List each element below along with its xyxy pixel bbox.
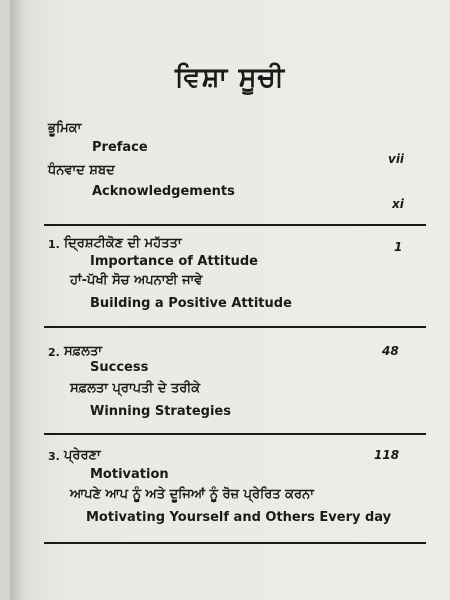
chapter-3-section-punjabi: ਆਪਣੇ ਆਪ ਨੂੰ ਅਤੇ ਦੂਜਿਆਂ ਨੂੰ ਰੋਜ਼ ਪ੍ਰੇਰਿਤ ਕਰਨਾ: [70, 487, 314, 502]
preface-punjabi: ਭੂਮਿਕਾ: [48, 121, 82, 136]
preface-english: Preface: [92, 140, 148, 155]
chapter-3-section-english: Motivating Yourself and Others Every day: [86, 510, 392, 525]
chapter-3-number: 3.: [48, 450, 60, 463]
preface-page: vii: [388, 152, 405, 166]
page-title: ਵਿਸ਼ਾ ਸੂਚੀ: [174, 62, 285, 93]
divider-line: [44, 224, 426, 226]
chapter-2-title: ਸਫ਼ਲਤਾ: [64, 344, 103, 359]
chapter-2-section-english: Winning Strategies: [90, 404, 231, 419]
chapter-1-number: 1.: [48, 238, 60, 251]
chapter-1-section-punjabi: ਹਾਂ-ਪੱਖੀ ਸੋਚ ਅਪਨਾਈ ਜਾਵੇ: [70, 273, 203, 288]
acknowledgements-punjabi: ਧੰਨਵਾਦ ਸ਼ਬਦ: [48, 163, 115, 178]
chapter-3-subtitle-english: Motivation: [90, 467, 169, 482]
book-page: [10, 0, 450, 600]
chapter-2-page: 48: [382, 344, 399, 358]
chapter-2-subtitle-english: Success: [90, 360, 149, 375]
divider-line: [44, 433, 426, 435]
chapter-1-title: ਦ੍ਰਿਸ਼ਟੀਕੋਣ ਦੀ ਮਹੱਤਤਾ: [64, 236, 182, 251]
chapter-1-page: 1: [394, 240, 403, 254]
chapter-2-number: 2.: [48, 346, 60, 359]
chapter-1-section-english: Building a Positive Attitude: [90, 296, 292, 311]
chapter-3-page: 118: [374, 448, 400, 462]
chapter-1-subtitle-english: Importance of Attitude: [90, 254, 258, 269]
chapter-3-title: ਪ੍ਰੇਰਣਾ: [64, 448, 101, 463]
chapter-2-section-punjabi: ਸਫ਼ਲਤਾ ਪ੍ਰਾਪਤੀ ਦੇ ਤਰੀਕੇ: [70, 381, 201, 396]
acknowledgements-english: Acknowledgements: [92, 184, 235, 199]
divider-line: [44, 542, 426, 544]
divider-line: [44, 326, 426, 328]
acknowledgements-page: xi: [392, 197, 404, 211]
